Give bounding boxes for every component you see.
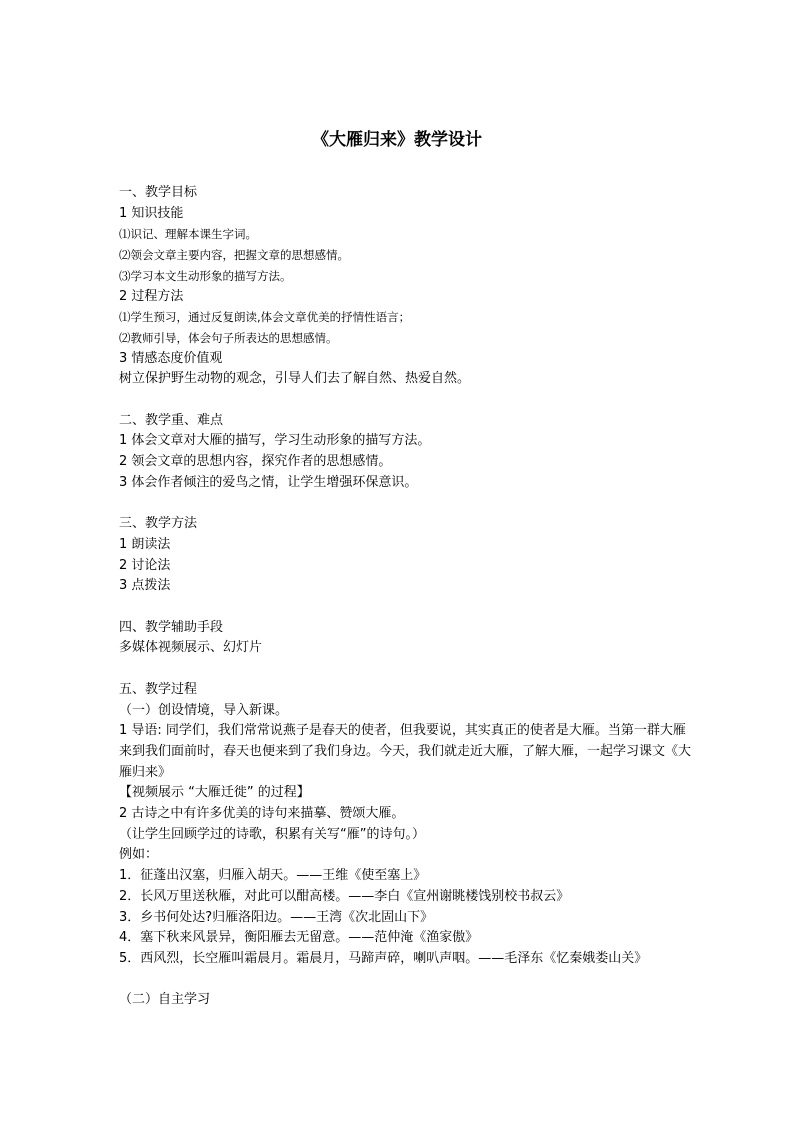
method-item: 3 点拨法 [119, 578, 171, 594]
document-title: 《大雁归来》教学设计 [312, 130, 482, 150]
aid-item: 多媒体视频展示、幻灯片 [119, 640, 263, 656]
section-key-points [119, 411, 691, 494]
video-note: 【视频展示 “大雁迁徙” 的过程】 [119, 785, 310, 801]
subheading-process-methods: 2 过程方法 [119, 288, 184, 304]
poems-intro: 2 古诗之中有许多优美的诗句来描摹、赞颂大雁。 [119, 806, 405, 822]
subheading-values: 3 情感态度价值观 [119, 350, 223, 366]
document-body [119, 183, 691, 1011]
section-heading: 四、教学辅助手段 [119, 619, 224, 635]
method-item: 1 朗读法 [119, 536, 171, 552]
poem-line: 3．乡书何处达?归雁洛阳边。——王湾《次北固山下》 [119, 909, 434, 925]
section-teaching-process [119, 680, 691, 1011]
section-heading: 二、教学重、难点 [119, 412, 224, 428]
paragraph-gap [119, 659, 691, 680]
paragraph-gap [119, 390, 691, 411]
review-note: （让学生回顾学过的诗歌，积累有关写“雁”的诗句。） [119, 826, 425, 842]
paragraph-gap [119, 970, 691, 991]
section-heading: 五、教学过程 [119, 681, 198, 697]
method-item: 2 讨论法 [119, 557, 171, 573]
paragraph-gap [119, 597, 691, 618]
example-label: 例如： [119, 847, 159, 863]
section-heading: 三、教学方法 [119, 516, 198, 532]
section-teaching-objectives [119, 183, 691, 390]
poem-line: 2．长风万里送秋雁，对此可以酣高楼。——李白《宣州谢眺楼饯别校书叔云》 [119, 888, 570, 904]
key-point-item: 2 领会文章的思想内容，探究作者的思想感情。 [119, 454, 392, 470]
objective-item: ⑵教师引导，体会句子所表达的思想感情。 [119, 330, 338, 345]
poem-line: 4．塞下秋来风景异，衡阳雁去无留意。——范仲淹《渔家傲》 [119, 930, 479, 946]
objective-item: ⑶学习本文生动形象的描写方法。 [119, 268, 292, 283]
process-part-heading: （一）创设情境，导入新课。 [119, 702, 289, 718]
section-heading: 一、教学目标 [119, 185, 198, 200]
subheading-knowledge-skills: 1 知识技能 [119, 205, 184, 221]
poem-line: 5．西风烈，长空雁叫霜晨月。霜晨月，马蹄声碎，喇叭声咽。——毛泽东《忆秦娥娄山关》 [119, 950, 648, 966]
section-teaching-methods [119, 514, 691, 597]
objective-item: ⑴识记、理解本课生字词。 [119, 227, 257, 242]
poem-line: 1．征蓬出汉塞，归雁入胡天。——王维《使至塞上》 [119, 868, 427, 884]
section-teaching-aids [119, 618, 691, 659]
objective-item: ⑵领会文章主要内容，把握文章的思想感情。 [119, 248, 349, 263]
intro-paragraph: 1 导语: 同学们，我们常常说燕子是春天的使者，但我要说，其实真正的使者是大雁。当第一群大雁来到我们面前时，春天也便来到了我们身边。今天，我们就走近大雁，了解大雁，一起学习课文《大雁归来》 [119, 723, 692, 780]
objective-item: 树立保护野生动物的观念，引导人们去了解自然、热爱自然。 [119, 371, 471, 387]
key-point-item: 1 体会文章对大雁的描写，学习生动形象的描写方法。 [119, 433, 431, 449]
objective-item: ⑴学生预习，通过反复朗读,体会文章优美的抒情性语言； [119, 310, 411, 325]
process-part-heading: （二）自主学习 [119, 992, 211, 1008]
paragraph-gap [119, 494, 691, 515]
key-point-item: 3 体会作者倾注的爱鸟之情，让学生增强环保意识。 [119, 474, 418, 490]
